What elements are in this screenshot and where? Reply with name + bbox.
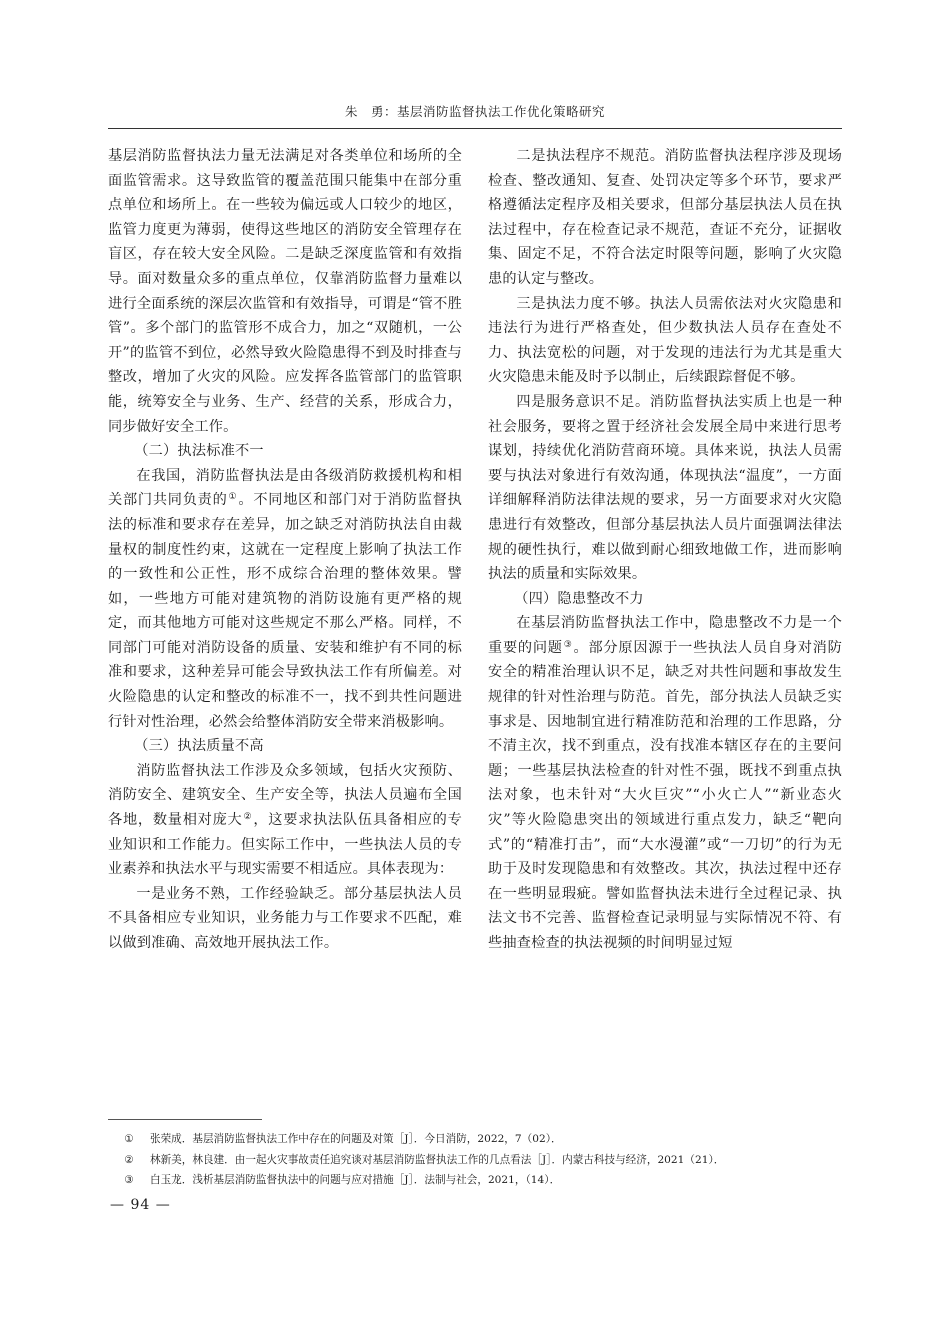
text-run: 消防监督执法工作涉及众多领域，包括火灾预防、消防安全、建筑安全、生产安全等，执法人员遍布全国各地，数量相对庞大	[108, 762, 462, 829]
text-run: ，这要求执法队伍具备相应的专业知识和工作能力。但实际工作中，一些执法人员的专业素养和执法水平与现实需要不相适应。具体表现为：	[108, 812, 462, 878]
text-run: 。部分原因源于一些执法人员自身对消防安全的精准治理认识不足，缺乏对共性问题和事故发生规律的针对性治理与防范。首先，部分执法人员缺乏实事求是、因地制宜进行精准防范和治理的工作思路，分不清主次，找不到重点，没有找准本辖区存在的主要问题；一些基层执法检查的针对性不强，既找不到重点执法对象，也未针对“大火巨灾”“小火亡人”“新业态火灾”等火险隐患突出的领域进行重点发力，缺乏“靶向式”的“精准打击”，而“大水漫灌”或“一刀切”的行为无助于及时发现隐患和有效整改。其次，执法过程中还存在一些明显瑕疵。譬如监督执法未进行全过程记录、执法文书不完善、监督检查记录明显与实际情况不符、有些抽查检查的执法视频的时间明显过短	[488, 639, 842, 951]
text-run: 在基层消防监督执法工作中，隐患整改不力是一个重要的问题	[488, 615, 842, 656]
left-column	[108, 144, 462, 956]
running-header: 朱 勇：基层消防监督执法工作优化策略研究	[344, 104, 605, 119]
footnote-ref-2[interactable]: ②	[243, 812, 253, 823]
right-paragraph-1: 二是执法程序不规范。消防监督执法程序涉及现场检查、整改通知、复查、处罚决定等多个环节，要求严格遵循法定程序及相关要求，但部分基层执法人员在执法过程中，存在检查记录不规范，查证不充分，证据收集、固定不足，不符合法定时限等问题，影响了火灾隐患的认定与整改。	[488, 148, 842, 287]
footnote-mark: ①	[124, 1133, 134, 1145]
text-run: 。不同地区和部门对于消防监督执法的标准和要求存在差异，加之缺乏对消防执法自由裁量权的制度性约束，这就在一定程度上影响了执法工作的一致性和公正性，形不成综合治理的整体效果。譬如，一些地方可能对建筑物的消防设施有更严格的规定，而其他地方可能对这些规定不那么严格。同样，不同部门可能对消防设备的质量、安装和维护有不同的标准和要求，这种差异可能会导致执法工作有所偏差。对火险隐患的认定和整改的标准不一，找不到共性问题进行针对性治理，必然会给整体消防安全带来消极影响。	[108, 492, 462, 730]
footnotes	[108, 1129, 848, 1191]
section-heading-2: （二）执法标准不一	[134, 443, 264, 460]
footnote-rule	[108, 1119, 262, 1120]
footnote-item	[108, 1150, 848, 1171]
header-rule	[108, 128, 842, 129]
right-column	[488, 144, 842, 956]
left-paragraph-3	[108, 759, 462, 882]
right-paragraph-4	[488, 611, 842, 955]
footnote-mark: ③	[124, 1174, 134, 1186]
section-heading-4: （四）隐患整改不力	[514, 590, 644, 607]
footnote-item	[108, 1129, 848, 1150]
footnote-mark: ②	[124, 1153, 134, 1166]
footnote-text: 林新美，林良建．由一起火灾事故责任追究谈对基层消防监督执法工作的几点看法［J］．内蒙古科技与经济，2021（21）．	[150, 1153, 725, 1166]
right-paragraph-2: 三是执法力度不够。执法人员需依法对火灾隐患和违法行为进行严格查处，但少数执法人员存在查处不力、执法宽松的问题，对于发现的违法行为尤其是重大火灾隐患未能及时予以制止，后续跟踪督促不够。	[488, 295, 842, 386]
left-paragraph-1: 基层消防监督执法力量无法满足对各类单位和场所的全面监管需求。这导致监管的覆盖范围只能集中在部分重点单位和场所上。在一些较为偏远或人口较少的地区，监管力度更为薄弱，使得这些地区的消防安全管理存在盲区，存在较大安全风险。二是缺乏深度监管和有效指导。面对数量众多的重点单位，仅靠消防监督力量难以进行全面系统的深层次监管和有效指导，可谓是“管不胜管”。多个部门的监管形不成合力，加之“双随机，一公开”的监管不到位，必然导致火险隐患得不到及时排查与整改，增加了火灾的风险。应发挥各监管部门的监管职能，统筹安全与业务、生产、经营的关系，形成合力，同步做好安全工作。	[108, 148, 462, 435]
page-number: — 94 —	[110, 1197, 171, 1213]
footnote-text: 张荣成．基层消防监督执法工作中存在的问题及对策［J］．今日消防，2022，7（02）．	[150, 1133, 562, 1145]
footnote-text: 白玉龙．浅析基层消防监督执法中的问题与应对措施［J］．法制与社会，2021，（14）．	[150, 1174, 561, 1186]
text-run: 在我国，消防监督执法是由各级消防救援机构和相关部门共同负责的	[108, 467, 462, 509]
footnote-ref-1[interactable]: ①	[228, 492, 238, 503]
right-paragraph-3: 四是服务意识不足。消防监督执法实质上也是一种社会服务，要将之置于经济社会发展全局中来进行思考谋划，持续优化消防营商环境。具体来说，执法人员需要与执法对象进行有效沟通，体现执法“温度”，一方面详细解释消防法律法规的要求，另一方面要求对火灾隐患进行有效整改，但部分基层执法人员片面强调法律法规的硬性执行，难以做到耐心细致地做工作，进而影响执法的质量和实际效果。	[488, 393, 842, 583]
footnote-ref-3[interactable]: ③	[563, 639, 573, 650]
left-paragraph-2	[108, 464, 462, 735]
left-paragraph-4: 一是业务不熟，工作经验缺乏。部分基层执法人员不具备相应专业知识，业务能力与工作要求不匹配，难以做到准确、高效地开展执法工作。	[108, 885, 462, 951]
section-heading-3: （三）执法质量不高	[134, 738, 264, 755]
footnote-item	[108, 1170, 848, 1191]
